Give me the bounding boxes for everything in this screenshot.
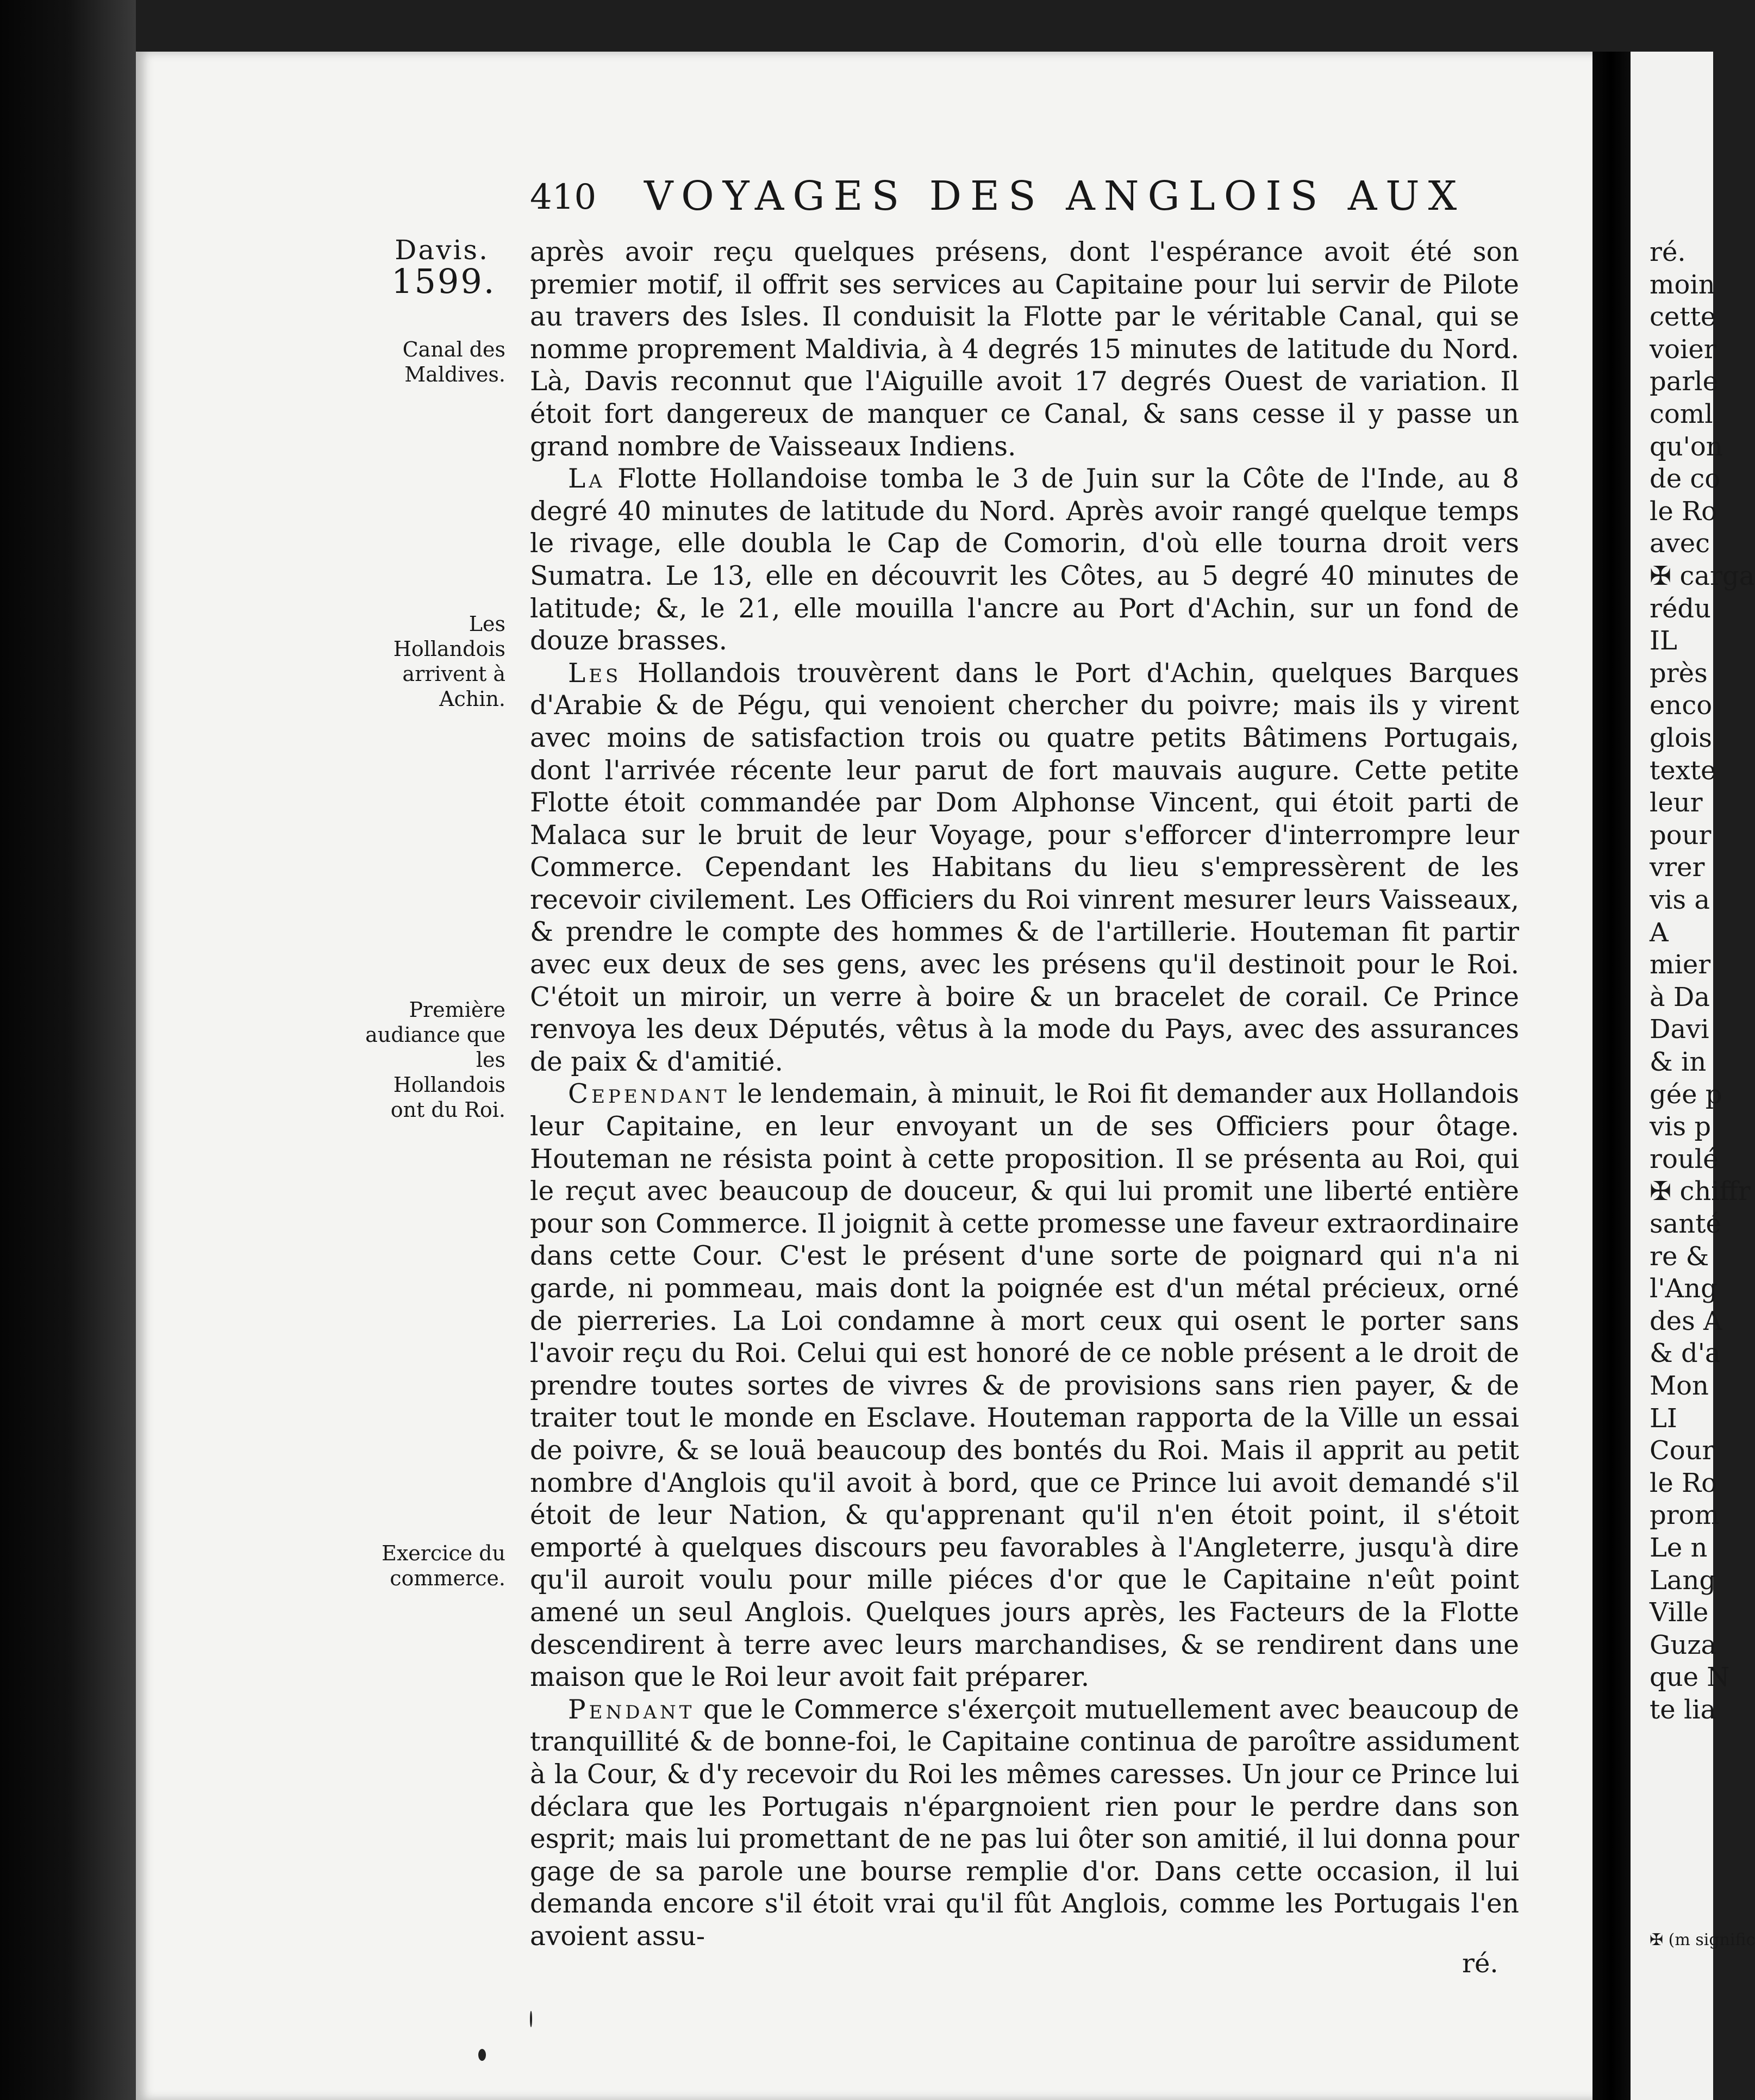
paragraph [530,463,1519,658]
facing-page-fragment: l'Ang [1650,1273,1717,1304]
facing-page-fragment: près [1650,658,1708,689]
facing-page-fragment: enco [1650,690,1713,721]
margin-note: Exercice du commerce. [382,1541,505,1590]
paragraph-text: après avoir reçu quelques présens, dont l'espérance avoit été son premier motif, il offrit ses services au Capitaine pour lui servir de Pilote au travers des Isles. Il conduisit la Flotte par le véritable Canal, qui se nomme proprement Maldivia, à 4 degrés 15 minutes de latitude du Nord. Là, Davis reconnut que l'Aiguille avoit 17 degrés Ouest de variation. Il étoit fort dangereux de manquer ce Canal, & sans cesse il y passe un grand nombre de Vaisseaux Indiens. [530,237,1519,462]
facing-page-fragment: IL [1650,626,1677,657]
facing-page-fragment: glois [1650,723,1712,753]
facing-page-fragment: roulé [1650,1143,1719,1174]
facing-page-fragment: Cour [1650,1435,1715,1466]
facing-page-fragment: ✠ chiffr [1650,1176,1751,1207]
facing-page-fragment: leur [1650,788,1703,818]
facing-page-footnote: ✠ (m signific [1650,1930,1755,1949]
facing-page-fragment: pour [1650,820,1712,851]
facing-page-fragment: te lia [1650,1695,1716,1725]
paragraph [530,1078,1519,1693]
facing-page-fragment: Mon [1650,1371,1709,1401]
facing-page-fragment: ré. [1650,237,1686,267]
book-gutter [1592,52,1631,2100]
facing-page-fragment: Lang [1650,1565,1716,1596]
facing-page-fragment: gée p [1650,1079,1722,1110]
facing-page-fragment: des A [1650,1305,1722,1336]
paragraph [530,236,1519,463]
paragraph-text: que le Commerce s'éxerçoit mutuellement avec beaucoup de tranquillité & de bonne-foi, le Capitaine continua de paroître assidument à la Cour, & d'y recevoir du Roi les mêmes caresses. Un jour ce Prince lui déclara que les Portugais n'épargnoient rien pour le perdre dans son esprit; mais lui promettant de ne pas lui ôter son amitié, il lui donna pour gage de sa parole une bourse remplie d'or. Dans cette occasion, il lui demanda encore s'il étoit vrai qu'il fût Anglois, comme les Portugais l'en avoient assu- [530,1694,1520,1952]
facing-page-fragment: vis a [1650,885,1710,915]
facing-page-fragment: vrer [1650,852,1705,883]
facing-page-fragment: qu'on [1650,431,1723,462]
facing-page-fragment: Ville [1650,1597,1709,1628]
catchword: ré. [1462,1948,1498,1979]
facing-page-fragment: texte [1650,755,1716,786]
facing-page-fragment: Guza [1650,1629,1717,1660]
margin-year: 1599. [391,261,496,301]
margin-note: Les Hollandois arrivent à Achin. [393,612,505,711]
facing-page-fragment: A [1650,917,1669,948]
facing-page-fragment: voier [1650,334,1716,365]
running-header [530,173,1466,233]
paragraph-text: Flotte Hollandoise tomba le 3 de Juin sur la Côte de l'Inde, au 8 degré 40 minutes de latitude du Nord. Après avoir rangé quelque temps le rivage, elle doubla le Cap de Comorin, d'où elle tourna droit vers Sumatra. Le 13, elle en découvrit les Côtes, au 5 degré 40 minutes de latitude; &, le 21, elle mouilla l'ancre au Port d'Achin, sur un fond de douze brasses. [530,464,1519,657]
margin-note: Première audiance que les Hollandois ont du Roi. [365,998,505,1122]
margin-note: Canal des Maldives. [402,338,505,386]
ink-speck [530,2011,532,2027]
facing-page-fragment: mier [1650,949,1711,980]
facing-page-fragment: & in [1650,1047,1707,1077]
facing-page-fragment: Davi [1650,1014,1709,1045]
paragraph-text: Hollandois trouvèrent dans le Port d'Achin, quelques Barques d'Arabie & de Pégu, qui venoient chercher du poivre; mais ils y virent avec moins de satisfaction trois ou quatre petits Bâtimens Portugais, dont l'arrivée récente leur parut de fort mauvais augure. Cette petite Flotte étoit commandée par Dom Alphonse Vincent, qui étoit parti de Malaca sur le bruit de leur Voyage, pour s'efforcer d'interrompre leur Commerce. Cependant les Habitans du lieu s'empressèrent de les recevoir civilement. Les Officiers du Roi vinrent mesurer leurs Vaisseaux, & prendre le compte des hommes & de l'artillerie. Houteman fit partir avec eux deux de ses gens, avec les présens qu'il destinoit pour le Roi. C'étoit un miroir, un verre à boire & un bracelet de corail. Ce Prince renvoya les deux Députés, vêtus à la mode du Pays, avec des assurances de paix & d'amitié. [530,658,1519,1077]
book-left-edge [0,0,136,2100]
facing-page-fragment: LI [1650,1403,1677,1434]
facing-page-fragment: & d'a [1650,1338,1721,1369]
margin-name: Davis. [395,234,489,266]
facing-page-fragment: le Ro [1650,1467,1717,1498]
page-number: 410 [530,177,597,217]
facing-page-fragment: moin [1650,269,1715,300]
facing-page-fragment: avec [1650,528,1710,559]
paragraph-lead: Les [568,658,622,689]
facing-page-fragment: vis p [1650,1111,1712,1142]
facing-page-fragment: le Ro [1650,496,1717,527]
body-text [530,236,1519,1953]
facing-page-fragment: re & [1650,1241,1709,1272]
paragraph-lead: Pendant [568,1694,695,1725]
facing-page-fragment: santé [1650,1209,1721,1239]
running-title: VOYAGES DES ANGLOIS AUX [644,173,1466,220]
facing-page-fragment: ✠ carga [1650,561,1755,591]
paragraph-text: le lendemain, à minuit, le Roi fit demander aux Hollandois leur Capitaine, en leur envoyant un de ses Officiers pour ôtage. Houteman ne résista point à cette proposition. Il se présenta au Roi, qui le reçut avec beaucoup de douceur, & qui lui promit une liberté entière pour son Commerce. Il joignit à cette promesse une faveur extraordinaire dans cette Cour. C'est le présent d'une sorte de poignard qui n'a ni garde, ni pommeau, mais dont la poignée est d'un métal précieux, orné de pierreries. La Loi condamne à mort ceux qui osent le porter sans l'avoir reçu du Roi. Celui qui est honoré de ce noble présent a le droit de prendre toutes sortes de vivres & de provisions sans rien payer, & de traiter tout le monde en Esclave. Houteman rapporta de la Ville un essai de poivre, & se louä beaucoup des bontés du Roi. Mais il apprit au petit nombre d'Anglois qu'il avoit à bord, que ce Prince lui avoit demandé s'il étoit de leur Nation, & qu'apprenant qu'il n'en étoit point, il s'étoit emporté à quelques discours peu favorables à l'Angleterre, jusqu'à dire qu'il auroit voulu pour mille piéces d'or que le Capitaine n'eût point amené un seul Anglois. Quelques jours après, les Facteurs de la Flotte descendirent à terre avec leurs marchandises, & se rendirent dans une maison que le Roi leur avoit fait préparer. [530,1079,1520,1693]
facing-page-fragment: parle [1650,366,1719,397]
facing-page-fragment: de co [1650,464,1721,495]
paragraph [530,1694,1519,1953]
facing-page-fragment: prom [1650,1500,1720,1531]
facing-page-fragment: que N [1650,1662,1730,1693]
paragraph-lead: Cependant [568,1079,730,1110]
facing-page-fragment: Le n [1650,1533,1708,1563]
facing-page-fragment: rédu [1650,593,1711,624]
facing-page-fragment: cette [1650,302,1716,333]
ink-speck [478,2049,486,2061]
paragraph-lead: La [568,464,605,495]
facing-page-fragment: à Da [1650,982,1710,1012]
paragraph [530,658,1519,1079]
facing-page-fragment: coml [1650,399,1713,429]
